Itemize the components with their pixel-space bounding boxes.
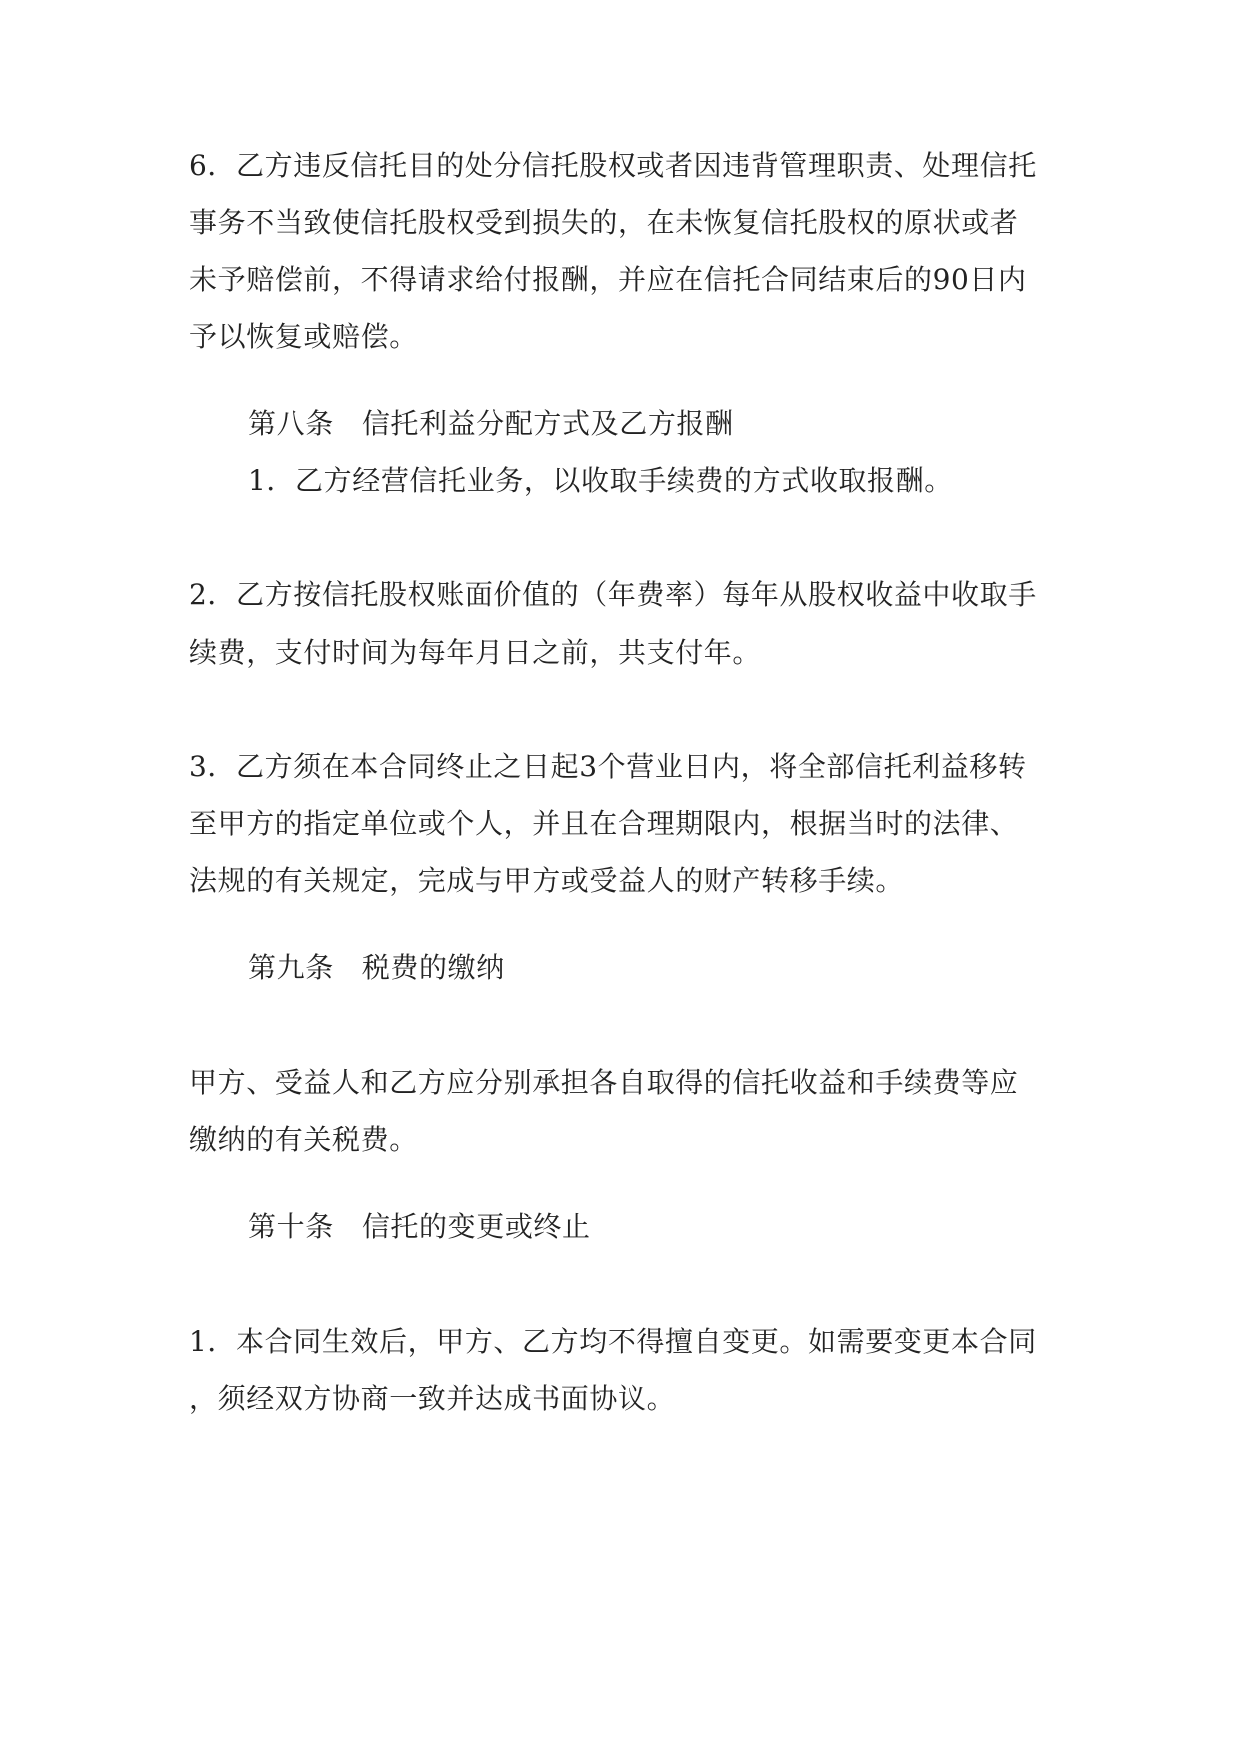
article-8-item-3-line-3: 法规的有关规定，完成与甲方或受益人的财产转移手续。: [189, 864, 905, 897]
article-10-title: 信托的变更或终止: [361, 1210, 591, 1243]
para-6-line-2: 事务不当致使信托股权受到损失的，在未恢复信托股权的原状或者: [189, 206, 1019, 239]
article-10-item-1-line-2: ，须经双方协商一致并达成书面协议。: [189, 1382, 676, 1415]
article-9-heading: [248, 948, 505, 988]
article-8-item-3-line-2: 至甲方的指定单位或个人，并且在合理期限内，根据当时的法律、: [189, 807, 1019, 840]
article-8-item-2-line-1: 2．乙方按信托股权账面价值的（年费率）每年从股权收益中收取手: [189, 578, 1037, 611]
article-8-item-2-line-2: 续费，支付时间为每年月日之前，共支付年。: [189, 636, 762, 669]
article-9-para-line-2: 缴纳的有关税费。: [189, 1123, 418, 1156]
para-6-line-3: 未予赔偿前，不得请求给付报酬，并应在信托合同结束后的90日内: [189, 263, 1027, 296]
article-9-title: 税费的缴纳: [361, 951, 505, 984]
article-9-para-line-1: 甲方、受益人和乙方应分别承担各自取得的信托收益和手续费等应: [189, 1066, 1019, 1099]
article-8-heading: [248, 404, 734, 444]
article-8-title: 信托利益分配方式及乙方报酬: [361, 407, 734, 440]
para-6-line-4: 予以恢复或赔偿。: [189, 320, 418, 353]
article-8-item-3-line-1: 3．乙方须在本合同终止之日起3个营业日内，将全部信托利益移转: [189, 750, 1027, 783]
article-10-heading: [248, 1207, 591, 1247]
article-9-number: 第九条: [248, 951, 334, 984]
article-8-item-1: 1．乙方经营信托业务，以收取手续费的方式收取报酬。: [248, 464, 953, 497]
article-8-number: 第八条: [248, 407, 334, 440]
article-10-item-1-line-1: 1．本合同生效后，甲方、乙方均不得擅自变更。如需要变更本合同: [189, 1325, 1037, 1358]
article-10-number: 第十条: [248, 1210, 334, 1243]
para-6-line-1: 6．乙方违反信托目的处分信托股权或者因违背管理职责、处理信托: [189, 149, 1037, 182]
